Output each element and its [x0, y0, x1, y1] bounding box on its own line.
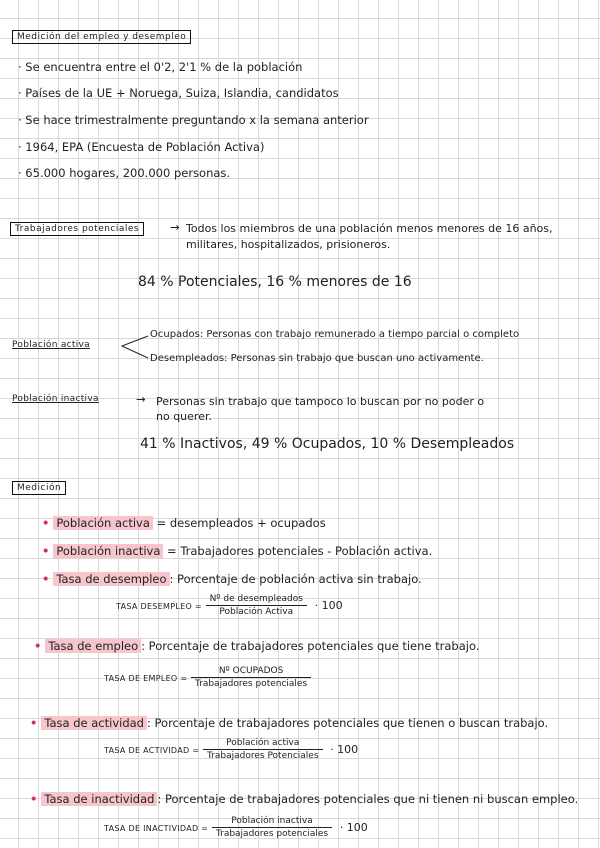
medicion-item: • Tasa de desempleo : Porcentaje de población activa sin trabajo.: [42, 572, 422, 586]
medicion-item: • Tasa de empleo : Porcentaje de trabajadores potenciales que tiene trabajo.: [34, 639, 480, 653]
inactiva-definition-cont: no querer.: [156, 410, 212, 423]
term-highlight: Población inactiva: [53, 544, 163, 558]
trabajadores-stat: 84 % Potenciales, 16 % menores de 16: [138, 274, 412, 290]
section-label-trabajadores: Trabajadores potenciales: [10, 222, 144, 236]
term-highlight: Tasa de empleo: [45, 639, 141, 653]
medicion-item: • Población activa = desempleados + ocupados: [42, 516, 326, 530]
section-label-inactiva: Población inactiva: [12, 394, 99, 404]
inactiva-definition: Personas sin trabajo que tampoco lo buscan por no poder o: [156, 395, 485, 408]
medicion-item: • Tasa de actividad : Porcentaje de trabajadores potenciales que tienen o buscan trabajo.: [30, 716, 549, 730]
term-highlight: Población activa: [53, 516, 153, 530]
term-highlight: Tasa de inactividad: [41, 792, 157, 806]
formula-tasa-empleo: TASA DE EMPLEO = $\frac{\text{Nº OCUPADOS}}{\text{Trabajadores potenciales}}$: [104, 666, 315, 689]
page-title: Medición del empleo y desempleo: [12, 30, 191, 44]
intro-bullet: · 1964, EPA (Encuesta de Población Activa): [18, 140, 265, 154]
arrow-icon: →: [136, 392, 146, 406]
trabajadores-definition: Todos los miembros de una población menos menores de 16 años,: [186, 222, 553, 235]
inactiva-stat: 41 % Inactivos, 49 % Ocupados, 10 % Desempleados: [140, 436, 515, 452]
intro-bullet: · Se hace trimestralmente preguntando x la semana anterior: [18, 113, 369, 127]
section-label-medicion: Medición: [12, 481, 66, 495]
formula-tasa-inactividad: TASA DE INACTIVIDAD = $\frac{\text{Población inactiva}}{\text{Trabajadores potenciales}}$ · 100: [104, 816, 368, 839]
desempleados-definition: Desempleados: Personas sin trabajo que buscan uno activamente.: [150, 353, 484, 364]
trabajadores-definition-cont: militares, hospitalizados, prisioneros.: [186, 238, 391, 251]
intro-bullet: · Se encuentra entre el 0'2, 2'1 % de la población: [18, 60, 303, 74]
arrow-icon: →: [170, 220, 180, 234]
medicion-item: • Población inactiva = Trabajadores potenciales - Población activa.: [42, 544, 433, 558]
formula-tasa-actividad: TASA DE ACTIVIDAD = $\frac{\text{Población activa}}{\text{Trabajadores Potenciales}}$ · 100: [104, 738, 359, 761]
term-highlight: Tasa de actividad: [41, 716, 147, 730]
intro-bullet: · Países de la UE + Noruega, Suiza, Islandia, candidatos: [18, 86, 339, 100]
term-highlight: Tasa de desempleo: [53, 572, 169, 586]
medicion-item: • Tasa de inactividad : Porcentaje de trabajadores potenciales que ni tienen ni buscan empleo.: [30, 792, 579, 806]
intro-bullet: · 65.000 hogares, 200.000 personas.: [18, 166, 231, 180]
section-label-activa: Población activa: [12, 340, 90, 350]
ocupados-definition: Ocupados: Personas con trabajo remunerado a tiempo parcial o completo: [150, 329, 520, 340]
formula-tasa-desempleo: TASA DESEMPLEO = $\frac{\text{Nº de desempleados}}{\text{Población Activa}}$ · 100: [116, 594, 343, 617]
